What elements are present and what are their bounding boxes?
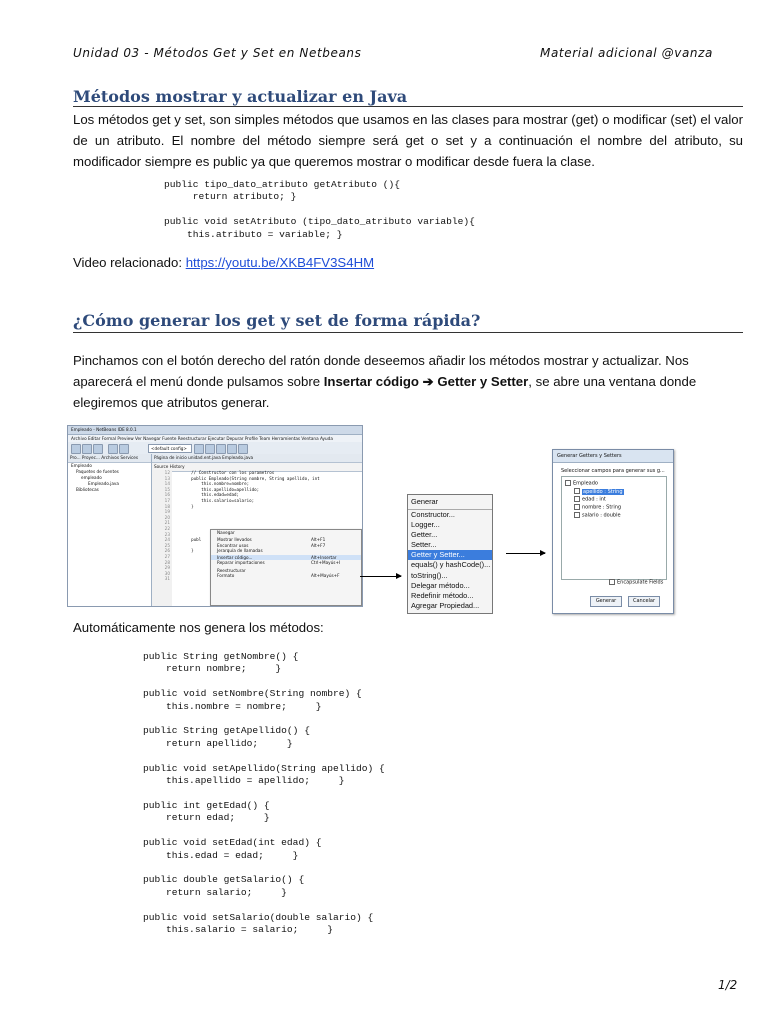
generated-methods-code: public String getNombre() { return nombre; } public void setNombre(String nombre) { this.nombre = nombre; } public String getApellido() { return apellido; } public void setApellido(String apellido) { this.apellido = apellido; } public int getEdad() { return edad; } public void setEdad(int edad) { this.edad = edad; } public double getSalario() { return salario; } public void setSalario(double salario) { this.salario = salario; } [143, 651, 385, 935]
context-menu-item [211, 573, 361, 578]
generar-menu-items [408, 510, 492, 611]
section2-line3: elegiremos que atributos generar. [73, 395, 270, 410]
line-number: 31 [164, 576, 170, 582]
context-menu-label: Formato [217, 573, 235, 579]
editor-context-menu [210, 529, 362, 606]
video-link[interactable]: https://youtu.be/XKB4FV3S4HM [185, 255, 375, 270]
context-menu-shortcut: Ctrl+Mayús+I [311, 560, 341, 566]
context-menu-label: Insertar código... [217, 555, 253, 561]
dialog-title: Generar Getters y Setters [553, 450, 673, 463]
field-item [574, 512, 621, 520]
clean-build-icon [205, 444, 215, 454]
field-label: salario : double [582, 512, 621, 519]
checkbox-icon [574, 488, 580, 494]
checkbox-icon [574, 496, 580, 502]
context-menu-label: Reparar importaciones [217, 560, 265, 566]
cancelar-button: Cancelar [628, 596, 660, 607]
context-menu-item [211, 548, 361, 553]
field-checklist [561, 476, 667, 580]
header-right: Material adicional @vanza [540, 46, 713, 60]
generar-menu-item: Getter... [411, 530, 438, 540]
code-line: this.salario=salario; [176, 497, 255, 503]
arrow-glyph: ➔ [422, 374, 434, 389]
context-menu-shortcut: Alt+Mayús+F [311, 573, 340, 579]
generar-menu-item: Logger... [411, 520, 440, 530]
line-number: 15 [164, 486, 170, 492]
field-item [574, 488, 624, 496]
header-left: Unidad 03 - Métodos Get y Set en Netbeans [73, 46, 362, 60]
context-menu-label: Navegar [217, 530, 235, 535]
tree-node: Empleado.java [88, 481, 119, 486]
accessor-template-code: public tipo_dato_atributo getAtributo (){ return atributo; } public void setAtributo (tipo_dato_atributo variable){ this.atributo = variable; } [164, 179, 475, 240]
field-label: apellido : String [583, 488, 623, 495]
run-icon [216, 444, 226, 454]
arrow-right-icon [360, 576, 401, 577]
page-number: 1/2 [718, 978, 738, 992]
generar-menu-item: toString()... [411, 570, 448, 580]
netbeans-screenshot [67, 425, 363, 607]
generar-menu-item: Getter y Setter... [408, 550, 492, 560]
line-number: 29 [164, 565, 170, 571]
checkbox-icon [565, 480, 571, 486]
generar-menu-item: Delegar método... [411, 580, 470, 590]
generar-menu-item: Setter... [411, 540, 437, 550]
line-number: 24 [164, 537, 170, 543]
section1-title: Métodos mostrar y actualizar en Java [73, 87, 408, 106]
line-number: 21 [164, 520, 170, 526]
code-line: } [176, 503, 194, 509]
tree-node: Paquetes de fuentes [76, 469, 119, 474]
context-menu-shortcut: Alt+F7 [311, 542, 326, 548]
field-item [574, 504, 621, 512]
line-number: 16 [164, 492, 170, 498]
auto-generated-text: Automáticamente nos genera los métodos: [73, 620, 324, 635]
undo-icon [108, 444, 118, 454]
build-icon [194, 444, 204, 454]
context-menu-item [211, 560, 361, 565]
field-item [574, 496, 606, 504]
context-menu-label: Encontrar usos [217, 542, 249, 548]
class-node [565, 480, 598, 488]
encapsulate-option [609, 579, 663, 586]
code-line: // Constructor con los parametros [176, 470, 275, 475]
save-icon [93, 444, 103, 454]
line-number: 17 [164, 497, 170, 503]
line-number: 18 [164, 503, 170, 509]
line-number: 23 [164, 531, 170, 537]
class-node-label: Empleado [573, 480, 598, 487]
tree-node: empleado [81, 475, 102, 480]
encapsulate-label: Encapsulate Fields [617, 579, 664, 586]
code-line: publ [176, 537, 202, 543]
code-line: public Empleado(String nombre, String apellido, int [176, 475, 320, 481]
insert-code-bold: Insertar código [323, 374, 419, 389]
tree-node: Bibliotecas [76, 487, 99, 492]
section2-line1: Pinchamos con el botón derecho del ratón donde deseemos añadir los métodos mostrar y actualizar. Nos [73, 353, 689, 368]
editor-tabs: Página de inicio unidad.ent.java Empleado.java [152, 454, 362, 463]
field-label: nombre : String [582, 504, 622, 511]
section1-paragraph-text: Los métodos get y set, son simples métodos que usamos en las clases para mostrar (get) o modificar (set) el valor de un atributo. El nombre del método siempre será get o set y a continuación el nombre del atributo, su modificador siempre es public ya que queremos mostrar o modificar desde fuera la clase. [73, 112, 743, 169]
new-file-icon [71, 444, 81, 454]
code-line: this.nombre=nombre; [176, 481, 250, 487]
video-label: Video relacionado: [73, 255, 183, 270]
line-number: 20 [164, 514, 170, 520]
ide-menubar: Archivo Editar Formal Preview Ver Navegar Fuente Reestructurar Ejecutar Depurar Profile Team Herramientas Ventana Ayuda [68, 435, 362, 442]
field-label: edad : int [582, 496, 606, 503]
checkbox-icon [609, 579, 615, 585]
debug-icon [227, 444, 237, 454]
config-select: <default config> [148, 444, 192, 453]
line-number-gutter [152, 470, 172, 606]
context-menu-shortcut: Alt+F1 [311, 537, 326, 543]
generar-menu [407, 494, 493, 614]
video-line [73, 255, 374, 270]
redo-icon [119, 444, 129, 454]
section2-title: ¿Cómo generar los get y set de forma rápida? [73, 311, 481, 330]
section1-paragraph [73, 109, 743, 172]
open-project-icon [82, 444, 92, 454]
source-history-tabs: Source History [152, 463, 362, 472]
line-number: 12 [164, 470, 170, 475]
projects-tabs: Pro... Proyec... Archivos Services [68, 454, 151, 463]
context-menu-label: Reestructurar [217, 567, 246, 573]
code-line: this.edad=edad; [176, 492, 240, 498]
line-number: 19 [164, 509, 170, 515]
context-menu-label: Mostrar llevados [217, 537, 252, 543]
checkbox-icon [574, 504, 580, 510]
generar-menu-item: Constructor... [411, 510, 455, 519]
getter-setter-bold: Getter y Setter [437, 374, 529, 389]
generar-menu-item: Agregar Propiedad... [411, 600, 480, 610]
code-line: } [176, 548, 194, 554]
generar-menu-item: Redefinir método... [411, 590, 474, 600]
generar-menu-item: equals() y hashCode()... [411, 560, 491, 570]
generar-menu-title: Generar [408, 495, 492, 510]
project-tree [68, 463, 151, 493]
context-menu-item [211, 530, 361, 535]
line-number: 13 [164, 475, 170, 481]
section2-rule [73, 332, 743, 333]
line-number: 30 [164, 570, 170, 576]
projects-panel [68, 454, 152, 606]
code-line: this.apellido=apellido; [176, 486, 260, 492]
line-number: 28 [164, 559, 170, 565]
line-number: 26 [164, 548, 170, 554]
context-menu-shortcut: Alt+Insertar [311, 555, 337, 561]
line-number: 14 [164, 481, 170, 487]
generar-button: Generar [590, 596, 622, 607]
arrow-right-icon [506, 553, 545, 554]
checkbox-icon [574, 512, 580, 518]
generate-getters-setters-dialog [552, 449, 674, 614]
profile-icon [238, 444, 248, 454]
context-menu-label: Jerarquía de llamadas [217, 547, 263, 553]
section2-line2a: aparecerá el menú donde pulsamos sobre [73, 374, 324, 389]
line-number: 22 [164, 525, 170, 531]
section1-rule [73, 106, 743, 107]
section2-line2b: , se abre una ventana donde [528, 374, 697, 389]
ide-title: Empleado - NetBeans IDE 8.0.1 [68, 426, 362, 435]
section2-paragraph [73, 350, 743, 413]
tree-node: Empleado [71, 463, 92, 468]
line-number: 25 [164, 542, 170, 548]
line-number: 27 [164, 553, 170, 559]
dialog-prompt: Seleccionar campos para generar sus g... [561, 468, 665, 474]
